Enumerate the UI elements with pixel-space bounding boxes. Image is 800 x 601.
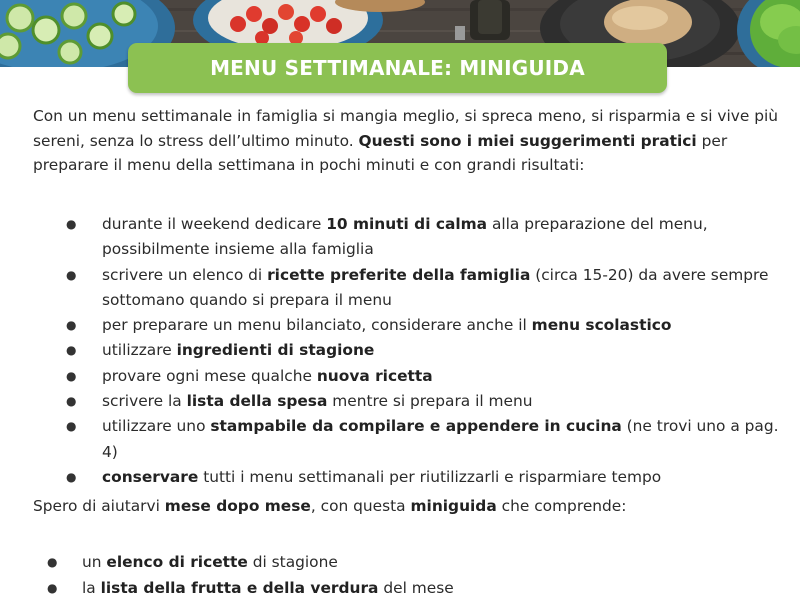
list-item: ● durante il weekend dedicare 10 minuti di calma alla preparazione del menu, possibilmente insieme alla famiglia	[33, 212, 781, 263]
list-item: ● utilizzare ingredienti di stagione	[33, 338, 781, 363]
list-item: ● un elenco di ricette di stagione	[33, 549, 781, 575]
list-item: ● conservare tutti i menu settimanali per riutilizzarli e risparmiare tempo	[33, 465, 781, 490]
title-banner	[128, 43, 667, 93]
list-item: ● la lista della frutta e della verdura del mese	[33, 575, 781, 601]
contents-list	[33, 549, 781, 601]
list-item: ● scrivere un elenco di ricette preferite della famiglia (circa 15-20) da avere sempre sottomano quando si prepara il menu	[33, 263, 781, 314]
list-item: ● scrivere la lista della spesa mentre si prepara il menu	[33, 389, 781, 414]
list-item: ● provare ogni mese qualche nuova ricetta	[33, 364, 781, 389]
list-item: ● utilizzare uno stampabile da compilare e appendere in cucina (ne trovi uno a pag. 4)	[33, 414, 781, 465]
closing-paragraph: Spero di aiutarvi mese dopo mese, con questa miniguida che comprende:	[33, 497, 627, 515]
intro-text-end: per preparare il menu della settimana in pochi minuti e con grandi risultati:	[33, 131, 728, 174]
document-body	[33, 104, 781, 597]
list-item: ● per preparare un menu bilanciato, considerare anche il menu scolastico	[33, 313, 781, 338]
intro-paragraph	[33, 104, 781, 178]
intro-highlight: Questi sono i miei suggerimenti pratici	[358, 131, 697, 150]
tips-list	[33, 212, 781, 490]
page-title: MENU SETTIMANALE: MINIGUIDA	[210, 56, 585, 80]
intro-text: Con un menu settimanale in famiglia si mangia meglio, si spreca meno, si risparmia e si vive più sereni, senza lo stress dell’ultimo minuto.	[33, 107, 779, 150]
